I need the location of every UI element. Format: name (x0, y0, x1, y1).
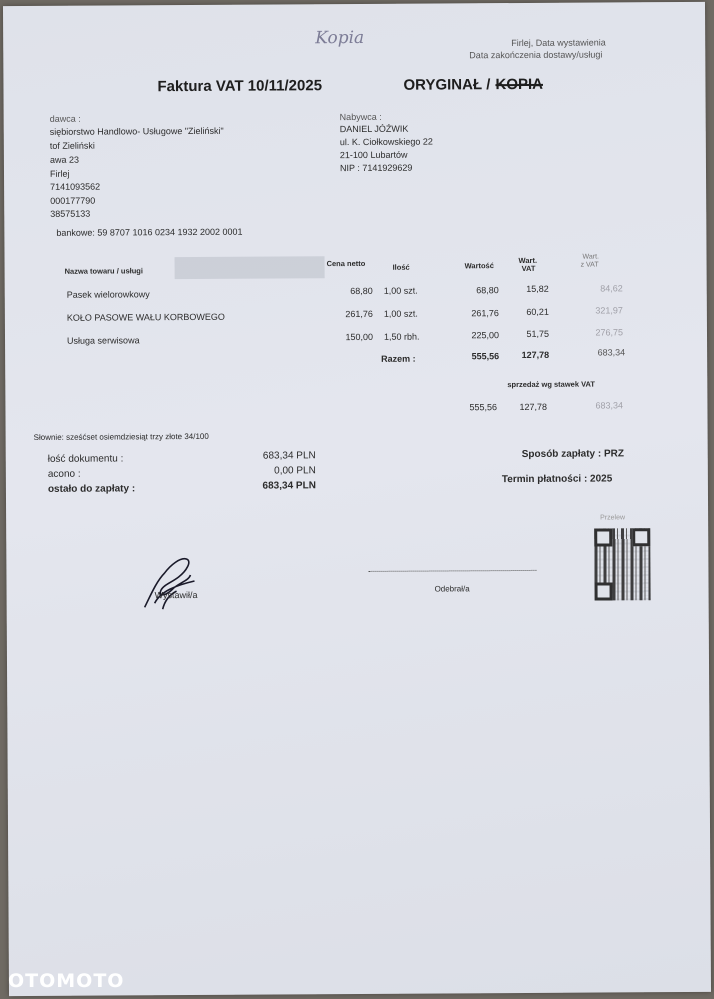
total-gross: 683,34 (597, 347, 626, 358)
paid-label: acono : (47, 468, 81, 480)
col-header-gross-1: Wart. (582, 253, 600, 261)
row-item-value: 261,76 (471, 308, 499, 319)
issued-by-label: Wystawił/a (154, 589, 198, 601)
row-item-price: 68,80 (350, 285, 373, 297)
seller-phone: 38575133 (50, 208, 91, 219)
signature-scribble (136, 551, 206, 613)
buyer-city: 21-100 Lubartów (339, 149, 408, 161)
otomoto-watermark: OTOMOTO (8, 970, 125, 992)
copy-label-crossed: KOPIA (495, 75, 544, 94)
paid-value: 0,00 PLN (274, 465, 316, 477)
row-item-gross: 321,97 (595, 305, 623, 316)
total-vat: 127,78 (521, 349, 550, 360)
col-header-name: Nazwa towaru / usługi (64, 266, 143, 276)
payment-deadline: Termin płatności : 2025 (501, 473, 613, 486)
seller-bank-account: bankowe: 59 8707 1016 0234 1932 2002 0001 (56, 226, 243, 238)
row-item-price: 261,76 (345, 308, 373, 320)
total-value: 555,56 (471, 351, 500, 362)
row-item-name: Usługa serwisowa (66, 335, 140, 346)
col-header-qty: Ilość (392, 262, 410, 272)
handwritten-note: Kopia (315, 27, 365, 49)
qr-code (594, 528, 650, 600)
vat-rates-value: 555,56 (469, 402, 498, 413)
issue-date-label: Firlej, Data wystawienia (511, 37, 606, 49)
vat-rates-gross: 683,34 (595, 400, 623, 411)
row-item-value: 68,80 (476, 285, 499, 296)
seller-street: awa 23 (49, 154, 79, 165)
received-by-label: Odebrał/a (434, 584, 470, 594)
seller-owner: tof Zieliński (49, 140, 95, 151)
row-item-gross: 276,75 (595, 327, 624, 338)
received-signature-line (368, 569, 536, 572)
buyer-street: ul. K. Ciołkowskiego 22 (339, 136, 433, 148)
invoice-title: Faktura VAT 10/11/2025 (157, 77, 323, 96)
row-item-vat: 60,21 (526, 306, 549, 317)
row-item-name: KOŁO PASOWE WAŁU KORBOWEGO (66, 311, 225, 323)
seller-nip: 7141093562 (50, 181, 101, 192)
delivery-date-label: Data zakończenia dostawy/usługi (469, 49, 603, 61)
vat-rates-vat: 127,78 (519, 401, 548, 413)
row-item-qty: 1,50 rbh. (383, 331, 420, 342)
qr-finder (632, 528, 650, 546)
buyer-nip: NIP : 7141929629 (339, 162, 413, 174)
seller-header: dawca : (49, 113, 81, 124)
col-header-price: Cena netto (326, 258, 366, 269)
buyer-header: Nabywca : (339, 111, 382, 123)
row-item-qty: 1,00 szt. (383, 285, 418, 296)
col-header-gross-2: z VAT (580, 261, 599, 269)
payment-method: Sposób zapłaty : PRZ (521, 448, 624, 460)
col-header-value: Wartość (464, 261, 494, 271)
doc-value: 683,34 PLN (262, 450, 316, 462)
total-label: Razem : (381, 353, 416, 364)
qr-label: Przelew (600, 514, 626, 522)
row-item-value: 225,00 (471, 330, 500, 341)
row-item-vat: 15,82 (526, 283, 549, 294)
buyer-name: DANIEL JÓŹWIK (339, 123, 409, 135)
amount-in-words: Słownie: sześćset osiemdziesiąt trzy złote 34/100 (33, 431, 209, 442)
row-item-gross: 84,62 (600, 283, 623, 294)
redacted-area (175, 256, 325, 279)
seller-city: Firlej (49, 168, 70, 179)
row-item-name: Pasek wielorowkowy (66, 289, 150, 300)
invoice-paper (3, 2, 711, 996)
due-label: ostało do zapłaty : (47, 483, 136, 495)
seller-regon: 000177790 (50, 195, 96, 206)
row-item-price: 150,00 (345, 331, 374, 343)
row-item-qty: 1,00 szt. (383, 308, 418, 319)
qr-finder (594, 528, 612, 546)
due-value: 683,34 PLN (262, 480, 316, 492)
col-header-vat-2: VAT (521, 263, 536, 273)
original-label: ORYGINAŁ / (403, 76, 491, 94)
doc-value-label: łość dokumentu : (47, 453, 124, 465)
row-item-vat: 51,75 (526, 328, 550, 339)
seller-name: siębiorstwo Handlowo- Usługowe "Zieliński" (49, 125, 224, 137)
vat-rates-header: sprzedaż wg stawek VAT (507, 379, 596, 390)
col-header-vat-1: Wart. (518, 255, 538, 266)
qr-finder (595, 582, 613, 600)
